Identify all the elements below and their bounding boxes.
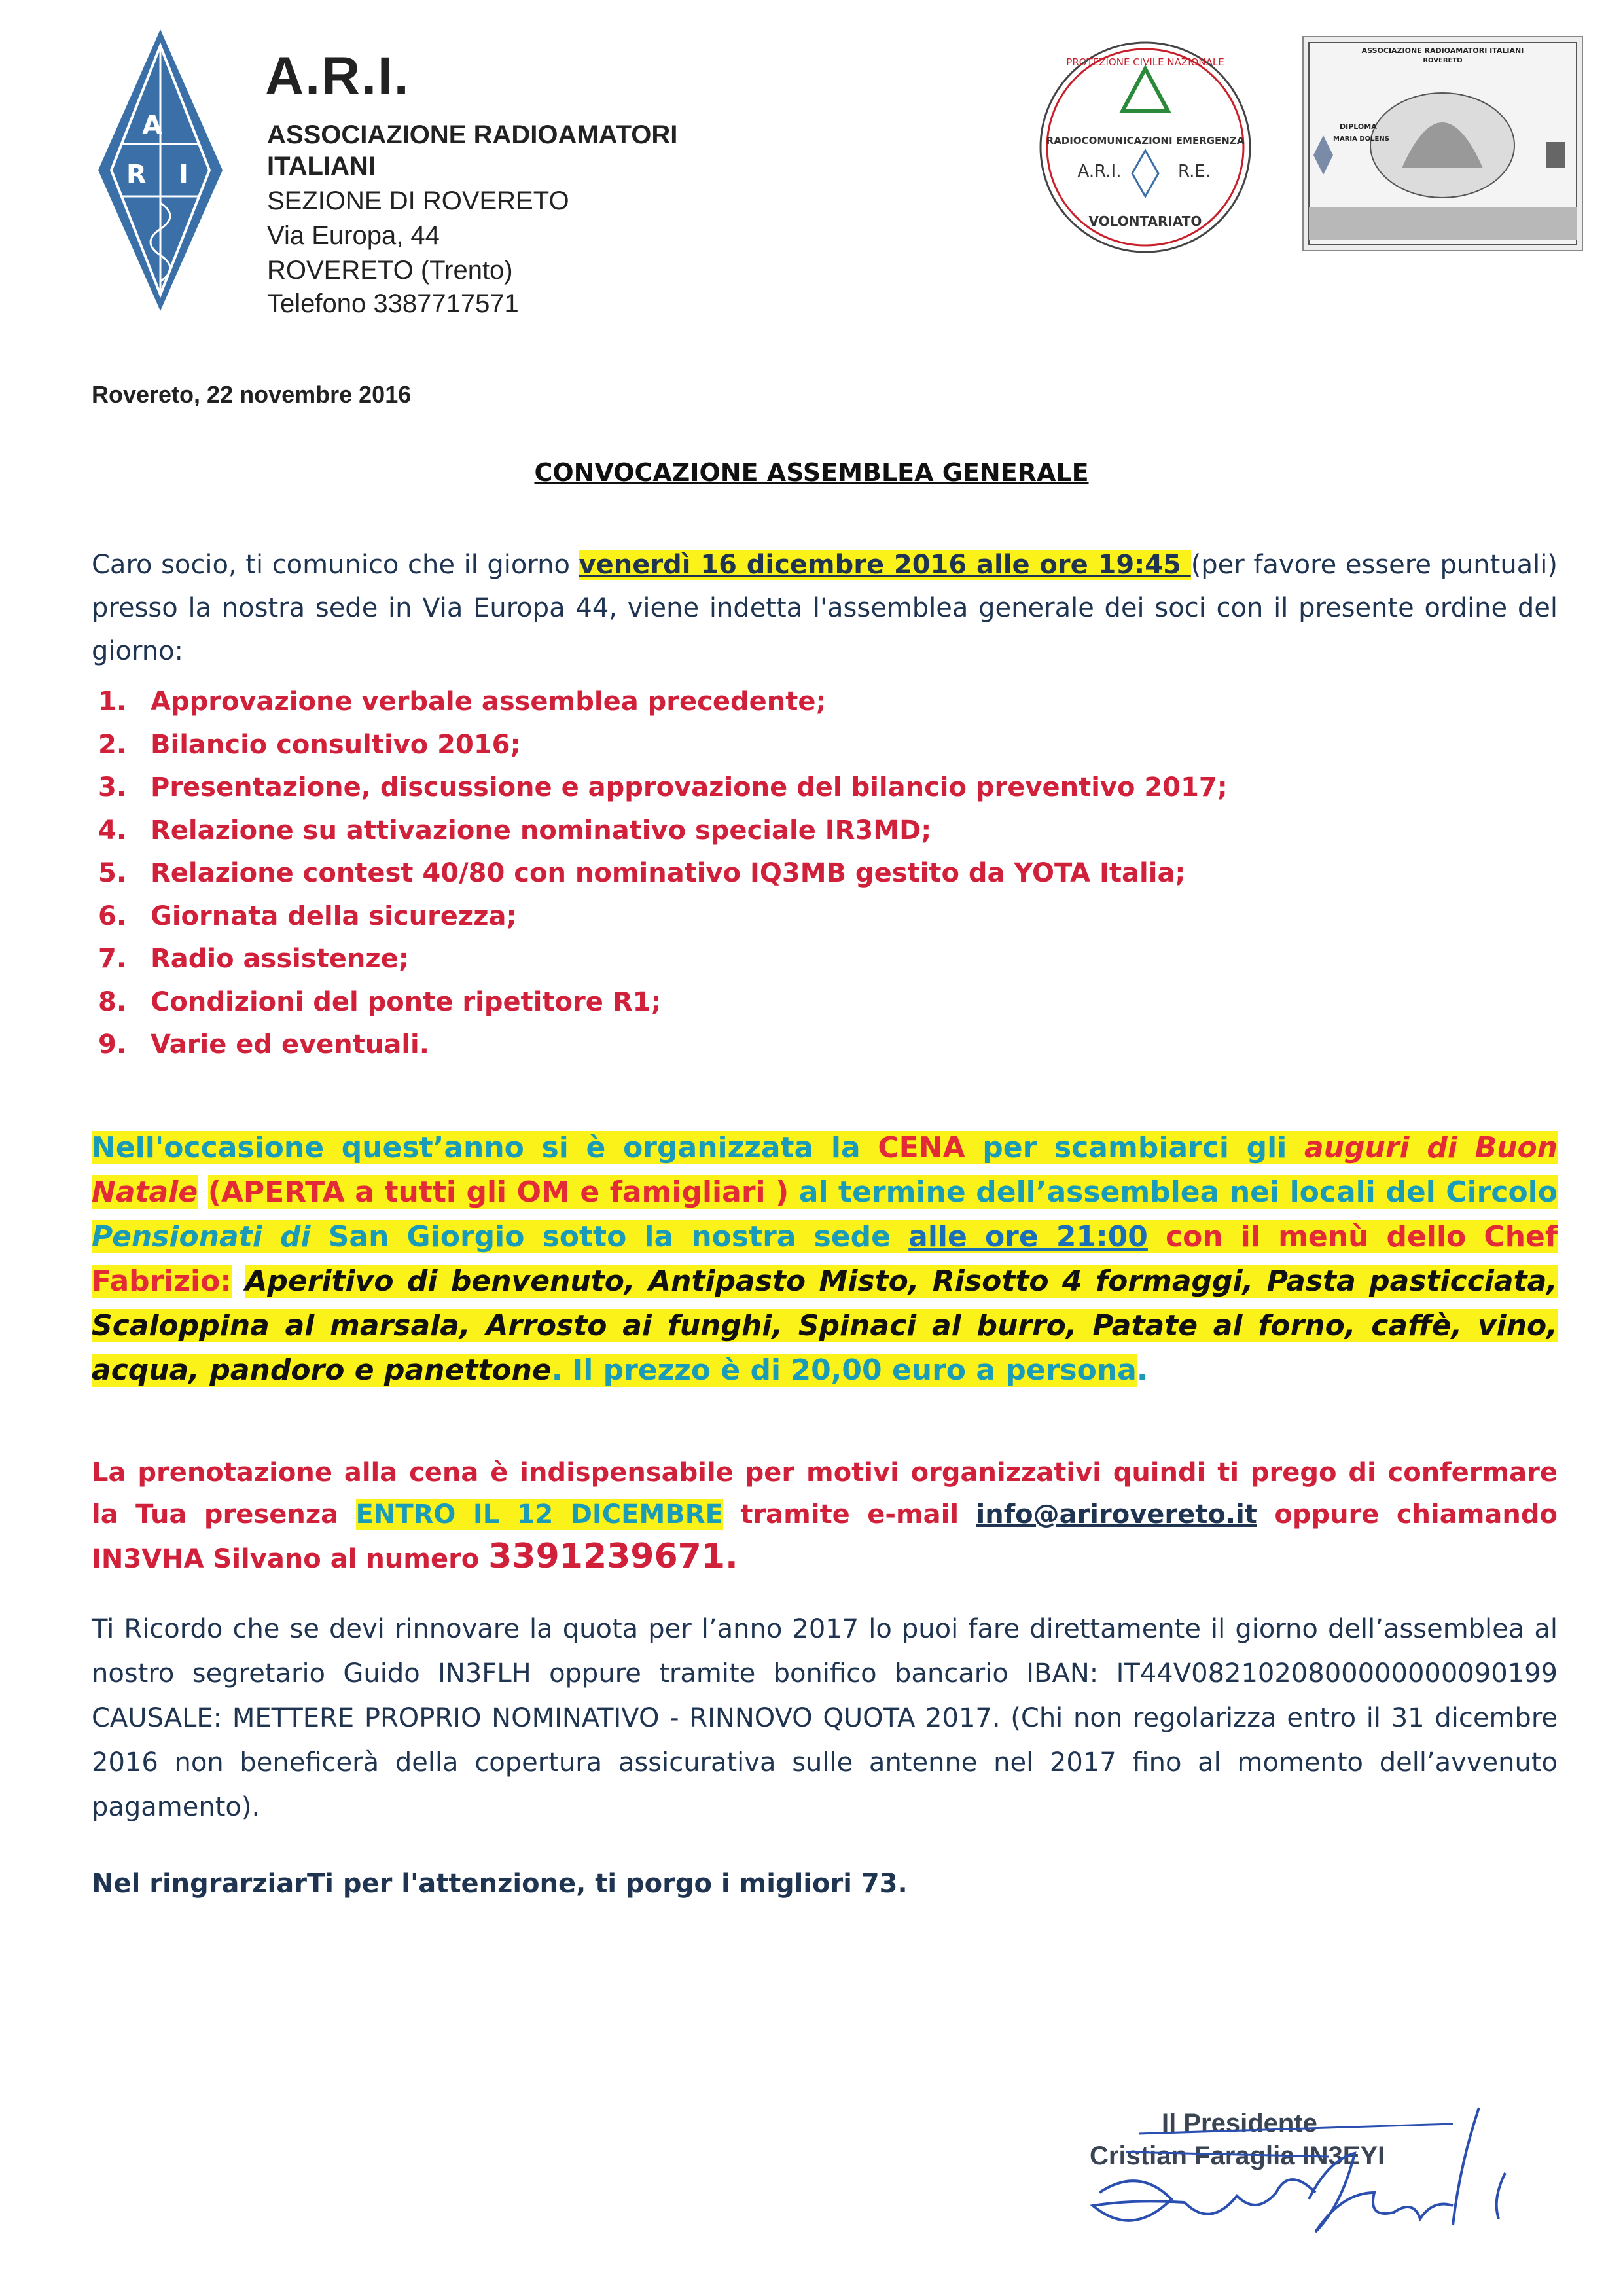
- renewal-paragraph: Ti Ricordo che se devi rinnovare la quota per l’anno 2017 lo puoi fare direttamente il giorno dell’assemblea al nostro segretario Guido IN3FLH oppure tramite bonifico bancario IBAN: IT44V0821020800000000090199 CAUSALE: METTERE PROPRIO NOMINATIVO - RINNOVO QUOTA 2017. (Chi non regolarizza entro il 31 dicembre 2016 non beneficerà della copertura assicurativa sulle antenne nel 2017 fino al momento dell’avvenuto pagamento).: [92, 1614, 1558, 1822]
- list-item: [98, 895, 1538, 939]
- agenda-text: Radio assistenze;: [151, 944, 409, 974]
- ari-diamond-logo: [95, 26, 226, 314]
- diploma-image: [1302, 36, 1583, 251]
- list-item: [98, 766, 1538, 810]
- diploma-subheader: ROVERETO: [1423, 57, 1463, 64]
- logo-letter-i: I: [179, 160, 188, 190]
- booking-text-3: oppure chiamando IN3VHA Silvano al numero: [92, 1499, 1558, 1574]
- dinner-dot: .: [551, 1354, 563, 1387]
- diploma-header: ASSOCIAZIONE RADIOAMATORI ITALIANI: [1361, 46, 1524, 55]
- agenda-number: 7.: [98, 944, 127, 974]
- dinner-text-3: al termine dell’assemblea nei locali del Circolo: [789, 1175, 1558, 1209]
- dinner-text-1: Nell'occasione quest’anno si è organizzata la: [92, 1131, 878, 1164]
- agenda-text: Condizioni del ponte ripetitore R1;: [151, 986, 662, 1017]
- list-item: [98, 852, 1538, 895]
- org-name-line2: ITALIANI: [267, 152, 376, 181]
- agenda-text: Relazione su attivazione nominativo speciale IR3MD;: [151, 815, 932, 846]
- civil-protection-seal: [1037, 39, 1253, 255]
- agenda-text: Bilancio consultivo 2016;: [151, 729, 521, 760]
- intro-text-post: (per favore essere puntuali) presso la nostra sede in Via Europa 44, viene indetta l'assemblea generale dei soci con il presente ordine del giorno:: [92, 550, 1558, 666]
- agenda-number: 9.: [98, 1030, 127, 1060]
- seal-top-text: PROTEZIONE CIVILE NAZIONALE: [1066, 56, 1224, 68]
- seal-left-text: A.R.I.: [1077, 162, 1122, 181]
- seal-right-text: R.E.: [1177, 162, 1211, 181]
- dinner-time: alle ore 21:00: [908, 1220, 1148, 1253]
- agenda-text: Relazione contest 40/80 con nominativo IQ3MB gestito da YOTA Italia;: [151, 858, 1186, 888]
- list-item: [98, 981, 1538, 1024]
- letter-date: Rovereto, 22 novembre 2016: [92, 381, 412, 408]
- agenda-list: [98, 681, 1538, 1067]
- booking-text-1: La prenotazione alla cena è indispensabile per motivi organizzativi quindi ti prego di confermare la Tua presenza: [92, 1458, 1558, 1530]
- booking-paragraph: [92, 1452, 1558, 1580]
- list-item: [98, 938, 1538, 981]
- dinner-end: .: [1136, 1354, 1148, 1387]
- agenda-number: 2.: [98, 729, 127, 760]
- agenda-number: 5.: [98, 858, 127, 888]
- list-item: [98, 724, 1538, 767]
- intro-text-pre: Caro socio, ti comunico che il giorno: [92, 550, 579, 580]
- meeting-date-highlight: venerdì 16 dicembre 2016 alle ore 19:45: [579, 550, 1191, 580]
- agenda-text: Varie ed eventuali.: [151, 1030, 429, 1060]
- org-address: Via Europa, 44: [267, 221, 440, 250]
- dinner-aperta: (APERTA a tutti gli OM e famigliari ): [207, 1175, 789, 1209]
- agenda-number: 4.: [98, 815, 127, 846]
- email-link[interactable]: info@arirovereto.it: [976, 1499, 1257, 1530]
- org-city: ROVERETO (Trento): [267, 256, 513, 285]
- agenda-number: 1.: [98, 687, 127, 717]
- dinner-auguri: auguri di Buon Natale: [92, 1131, 1558, 1209]
- list-item: [98, 681, 1538, 724]
- booking-text-2: tramite e-mail: [722, 1499, 976, 1530]
- org-name-line1: ASSOCIAZIONE RADIOAMATORI: [267, 120, 678, 149]
- agenda-text: Presentazione, discussione e approvazione del bilancio preventivo 2017;: [151, 772, 1228, 802]
- closing-thanks: Nel ringrarziarTi per l'attenzione, ti porgo i migliori 73.: [92, 1869, 908, 1899]
- dinner-pensionati: Pensionati di: [92, 1220, 311, 1253]
- diploma-title: DIPLOMA: [1340, 122, 1377, 131]
- dinner-text-2: per scambiarci gli: [965, 1131, 1305, 1164]
- handwritten-signature: [1047, 2094, 1544, 2265]
- logo-letter-a: A: [142, 111, 162, 141]
- agenda-number: 6.: [98, 901, 127, 931]
- booking-phone: 3391239671.: [488, 1537, 738, 1576]
- list-item: [98, 810, 1538, 853]
- seal-middle-text: RADIOCOMUNICAZIONI EMERGENZA: [1046, 135, 1245, 147]
- booking-deadline: ENTRO IL 12 DICEMBRE: [355, 1499, 723, 1530]
- diploma-name: MARIA DOLENS: [1333, 135, 1389, 143]
- signature-name: Cristian Faraglia IN3EYI: [1090, 2142, 1385, 2170]
- dinner-cena: CENA: [878, 1131, 965, 1164]
- org-section: SEZIONE DI ROVERETO: [267, 187, 569, 215]
- seal-bottom-text: VOLONTARIATO: [1088, 213, 1202, 229]
- dinner-text-4: San Giorgio sotto la nostra sede: [310, 1220, 909, 1253]
- list-item: [98, 1024, 1538, 1067]
- agenda-number: 8.: [98, 986, 127, 1017]
- signature-role: Il Presidente: [1162, 2109, 1317, 2138]
- agenda-number: 3.: [98, 772, 127, 802]
- agenda-text: Approvazione verbale assemblea precedente;: [151, 687, 827, 717]
- dinner-text-5: con il menù dello Chef Fabrizio:: [92, 1220, 1558, 1298]
- org-title: A.R.I.: [265, 46, 410, 106]
- logo-letter-r: R: [126, 160, 147, 190]
- dinner-menu: Aperitivo di benvenuto, Antipasto Misto, Risotto 4 formaggi, Pasta pasticciata, Scaloppina al marsala, Arrosto ai funghi, Spinaci al burro, Patate al forno, caffè, vino, acqua, pandoro e panettone: [92, 1265, 1558, 1387]
- dinner-price: Il prezzo è di 20,00 euro a persona: [562, 1354, 1137, 1387]
- org-phone: Telefono 3387717571: [267, 289, 519, 318]
- agenda-text: Giornata della sicurezza;: [151, 901, 517, 931]
- intro-paragraph: [92, 543, 1558, 673]
- page-title: CONVOCAZIONE ASSEMBLEA GENERALE: [534, 458, 1089, 487]
- dinner-paragraph: [92, 1126, 1558, 1393]
